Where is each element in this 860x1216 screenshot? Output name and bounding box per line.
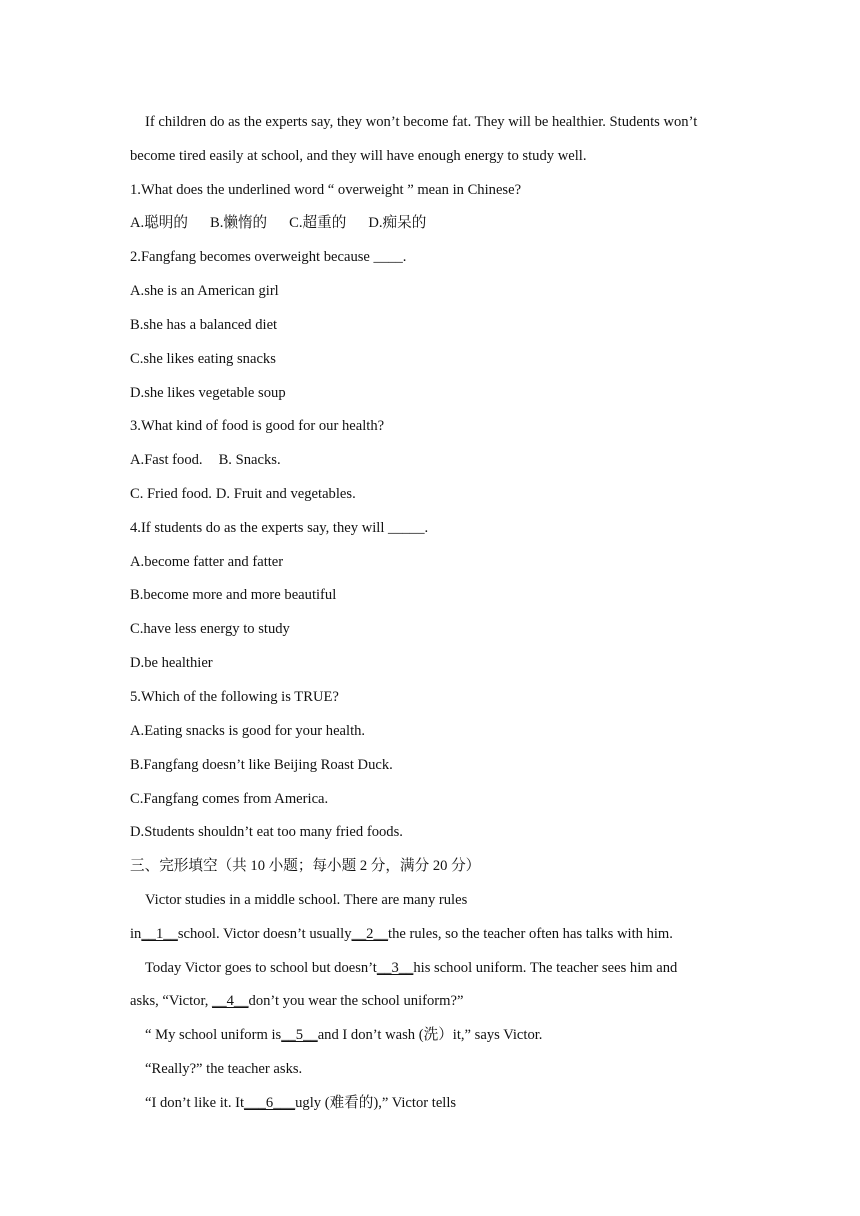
cloze-line	[145, 1094, 456, 1112]
cloze-blank: __5__	[281, 1027, 318, 1043]
option: B.become more and more beautiful	[130, 587, 337, 603]
passage-line: If children do as the experts say, they won’t become fat. They will be healthier. Students won’t	[145, 114, 698, 130]
question-stem: 2.Fangfang becomes overweight because ____.	[130, 249, 407, 265]
option: B.Fangfang doesn’t like Beijing Roast Duck.	[130, 757, 393, 773]
cloze-blank: __3__	[376, 960, 414, 976]
cloze-text: “ My school uniform is	[145, 1027, 282, 1043]
cloze-line	[130, 992, 463, 1010]
cloze-blank: __1__	[141, 926, 178, 942]
option: C.have less energy to study	[130, 621, 290, 637]
option: A.become fatter and fatter	[130, 554, 284, 570]
cloze-text: in	[130, 926, 142, 942]
option: C. Fried food.	[130, 486, 212, 502]
option: D. Fruit and vegetables.	[215, 486, 356, 502]
cloze-line: “Really?” the teacher asks.	[145, 1061, 303, 1077]
option: D.Students shouldn’t eat too many fried foods.	[130, 824, 403, 840]
cloze-text: school. Victor doesn’t usually	[177, 926, 352, 942]
option: A.she is an American girl	[130, 283, 279, 299]
cloze-line	[130, 925, 673, 943]
cloze-text: Today Victor goes to school but doesn’t	[145, 960, 377, 976]
cloze-line	[145, 959, 677, 977]
option: C.she likes eating snacks	[130, 351, 276, 367]
cloze-blank: __4__	[212, 993, 249, 1009]
option: B. Snacks.	[218, 452, 281, 468]
option: B.she has a balanced diet	[130, 317, 278, 333]
cloze-blank: __2__	[351, 926, 389, 942]
cloze-line: Victor studies in a middle school. There are many rules	[145, 892, 468, 908]
option: C.Fangfang comes from America.	[130, 791, 329, 807]
option: B.懒惰的	[209, 215, 268, 231]
option: D.she likes vegetable soup	[130, 385, 286, 401]
option: D.痴呆的	[368, 215, 427, 231]
cloze-text: and I don’t wash (洗）it,” says Victor.	[317, 1027, 543, 1043]
cloze-line	[145, 1026, 542, 1044]
cloze-text: the rules, so the teacher often has talks with him.	[388, 926, 673, 942]
question-stem: 4.If students do as the experts say, they will _____.	[130, 520, 429, 536]
option: A.Fast food.	[130, 452, 203, 468]
section-heading: 三、完形填空（共 10 小题；每小题 2 分，满分 20 分）	[130, 858, 481, 874]
passage-line: become tired easily at school, and they will have enough energy to study well.	[130, 148, 587, 164]
cloze-text: his school uniform. The teacher sees him and	[413, 960, 678, 976]
question-options-row	[130, 214, 426, 232]
question-options-row	[130, 485, 356, 503]
cloze-blank: ___6___	[244, 1095, 296, 1111]
cloze-text: don’t you wear the school uniform?”	[248, 993, 464, 1009]
option: D.be healthier	[130, 655, 213, 671]
question-stem: 3.What kind of food is good for our health?	[130, 418, 385, 434]
option: C.超重的	[289, 215, 347, 231]
question-stem: 5.Which of the following is TRUE?	[130, 689, 339, 705]
cloze-text: “I don’t like it. It	[145, 1095, 245, 1111]
option: A.Eating snacks is good for your health.	[130, 723, 366, 739]
cloze-text: ugly (难看的),” Victor tells	[295, 1095, 457, 1111]
cloze-text: asks, “Victor,	[130, 993, 213, 1009]
option: A.聪明的	[130, 215, 188, 231]
question-options-row	[130, 451, 281, 469]
question-stem: 1.What does the underlined word “ overweight ” mean in Chinese?	[130, 182, 522, 198]
